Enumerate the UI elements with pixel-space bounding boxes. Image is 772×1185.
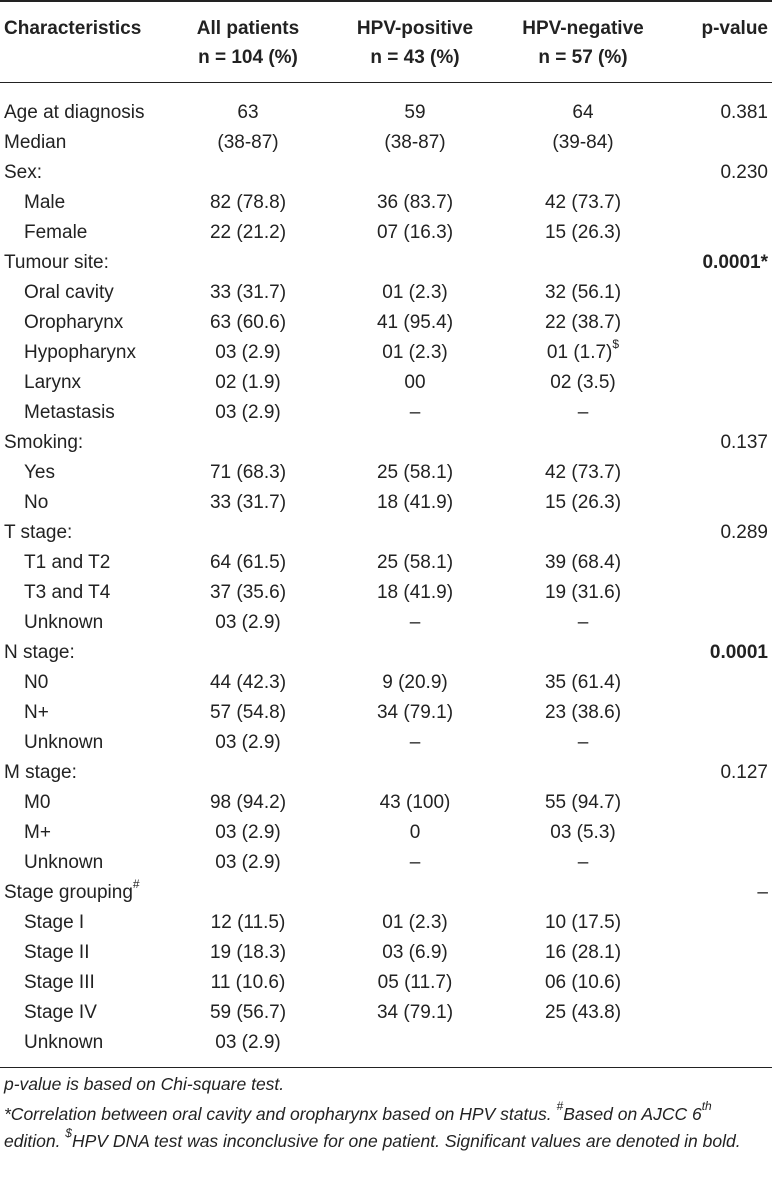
cell-all-patients: 33 (31.7) — [209, 282, 287, 303]
table-row — [0, 878, 772, 908]
row-label: T stage: — [4, 522, 73, 543]
cell-hpv-positive: – — [409, 402, 421, 423]
table-row — [0, 338, 772, 368]
table-row — [0, 758, 772, 788]
table-row — [0, 638, 772, 668]
table-row — [0, 1028, 772, 1058]
cell-hpv-positive: 34 (79.1) — [376, 1002, 454, 1023]
row-label: Oropharynx — [24, 312, 124, 333]
header-all-patients-n: n = 104 (%) — [198, 47, 298, 68]
cell-all-patients: 57 (54.8) — [209, 702, 287, 723]
cell-all-patients: (38-87) — [217, 132, 279, 153]
cell-hpv-negative: 39 (68.4) — [544, 552, 622, 573]
row-label: Unknown — [24, 612, 104, 633]
header-rule — [0, 82, 772, 83]
header-hpv-positive-label: HPV-positive — [356, 18, 474, 39]
cell-hpv-negative: 55 (94.7) — [544, 792, 622, 813]
cell-all-patients: 63 — [237, 102, 259, 123]
table-row — [0, 188, 772, 218]
cell-all-patients: 19 (18.3) — [209, 942, 287, 963]
cell-p-value: 0.289 — [720, 522, 768, 543]
header-all-patients — [178, 14, 318, 72]
cell-all-patients: 64 (61.5) — [209, 552, 287, 573]
row-label: Oral cavity — [24, 282, 114, 303]
cell-hpv-negative: – — [577, 852, 589, 873]
cell-hpv-negative: 02 (3.5) — [550, 372, 616, 393]
cell-p-value: – — [757, 882, 768, 903]
row-label: Stage III — [24, 972, 95, 993]
table-row — [0, 698, 772, 728]
cell-all-patients: 03 (2.9) — [215, 612, 281, 633]
cell-all-patients: 02 (1.9) — [215, 372, 281, 393]
cell-hpv-positive: 59 — [404, 102, 426, 123]
cell-all-patients: 59 (56.7) — [209, 1002, 287, 1023]
row-label: M stage: — [4, 762, 77, 783]
table-row — [0, 428, 772, 458]
table-row — [0, 128, 772, 158]
cell-hpv-negative: 42 (73.7) — [544, 462, 622, 483]
cell-hpv-positive: 25 (58.1) — [376, 552, 454, 573]
cell-all-patients: 82 (78.8) — [209, 192, 287, 213]
cell-all-patients: 37 (35.6) — [209, 582, 287, 603]
row-label: Stage grouping# — [4, 876, 140, 903]
cell-hpv-positive: (38-87) — [384, 132, 446, 153]
cell-hpv-negative: 32 (56.1) — [544, 282, 622, 303]
cell-all-patients: 98 (94.2) — [209, 792, 287, 813]
cell-hpv-negative: 15 (26.3) — [544, 492, 622, 513]
header-all-patients-label: All patients — [196, 18, 300, 39]
row-label: Unknown — [24, 732, 104, 753]
table-row — [0, 488, 772, 518]
table-row — [0, 818, 772, 848]
header-characteristics: Characteristics — [4, 18, 142, 39]
cell-all-patients: 03 (2.9) — [215, 1032, 281, 1053]
cell-hpv-positive: 34 (79.1) — [376, 702, 454, 723]
row-label: N+ — [24, 702, 49, 723]
cell-hpv-positive: 03 (6.9) — [382, 942, 448, 963]
table-row — [0, 788, 772, 818]
cell-p-value: 0.0001 — [709, 642, 768, 663]
cell-hpv-negative: 42 (73.7) — [544, 192, 622, 213]
cell-all-patients: 03 (2.9) — [215, 732, 281, 753]
cell-all-patients: 03 (2.9) — [215, 342, 281, 363]
table-top-rule — [0, 0, 772, 2]
table-row — [0, 938, 772, 968]
table-row — [0, 158, 772, 188]
table-row — [0, 608, 772, 638]
cell-all-patients: 11 (10.6) — [210, 972, 286, 993]
cell-hpv-negative: 35 (61.4) — [544, 672, 622, 693]
table-row — [0, 248, 772, 278]
row-label: Stage IV — [24, 1002, 97, 1023]
footnote-hash-mark: # — [556, 1099, 564, 1114]
row-label: Tumour site: — [4, 252, 109, 273]
row-label: M+ — [24, 822, 51, 843]
row-label: Metastasis — [24, 402, 115, 423]
cell-hpv-negative: 03 (5.3) — [550, 822, 616, 843]
table-row — [0, 98, 772, 128]
cell-hpv-negative: 10 (17.5) — [544, 912, 622, 933]
table-row — [0, 308, 772, 338]
cell-all-patients: 44 (42.3) — [209, 672, 287, 693]
row-label: Larynx — [24, 372, 82, 393]
row-label: M0 — [24, 792, 51, 813]
header-hpv-positive-n: n = 43 (%) — [370, 47, 460, 68]
row-label: T1 and T2 — [24, 552, 111, 573]
cell-hpv-positive: 07 (16.3) — [376, 222, 454, 243]
cell-hpv-positive: – — [409, 732, 421, 753]
cell-p-value: 0.127 — [720, 762, 768, 783]
cell-hpv-positive: 41 (95.4) — [376, 312, 454, 333]
row-label: Sex: — [4, 162, 43, 183]
row-label: Hypopharynx — [24, 342, 136, 363]
footnote-marker: $ — [612, 336, 620, 351]
row-label: Smoking: — [4, 432, 84, 453]
table-row — [0, 518, 772, 548]
cell-all-patients: 03 (2.9) — [215, 402, 281, 423]
table-row — [0, 848, 772, 878]
cell-hpv-negative: – — [577, 402, 589, 423]
cell-hpv-positive: 0 — [409, 822, 421, 843]
cell-hpv-positive: 01 (2.3) — [382, 342, 448, 363]
table-row — [0, 218, 772, 248]
row-label: N0 — [24, 672, 49, 693]
table-row — [0, 368, 772, 398]
row-label: No — [24, 492, 49, 513]
cell-hpv-negative: 16 (28.1) — [544, 942, 622, 963]
row-label: Stage II — [24, 942, 90, 963]
cell-hpv-negative: 01 (1.7)$ — [546, 336, 620, 363]
header-p-value: p-value — [701, 18, 768, 39]
header-hpv-positive — [345, 14, 485, 72]
cell-hpv-positive: 18 (41.9) — [376, 582, 454, 603]
cell-all-patients: 03 (2.9) — [215, 852, 281, 873]
cell-all-patients: 71 (68.3) — [209, 462, 287, 483]
cell-hpv-negative: 19 (31.6) — [544, 582, 622, 603]
cell-hpv-negative: – — [577, 732, 589, 753]
cell-all-patients: 12 (11.5) — [210, 912, 286, 933]
cell-hpv-negative: 15 (26.3) — [544, 222, 622, 243]
row-label: T3 and T4 — [24, 582, 111, 603]
row-label: Yes — [24, 462, 55, 483]
cell-p-value: 0.230 — [720, 162, 768, 183]
cell-hpv-negative: (39-84) — [552, 132, 614, 153]
footer-rule — [0, 1067, 772, 1068]
row-label: Unknown — [24, 1032, 104, 1053]
table-row — [0, 278, 772, 308]
table-row — [0, 398, 772, 428]
cell-hpv-positive: 18 (41.9) — [376, 492, 454, 513]
cell-hpv-positive: – — [409, 612, 421, 633]
cell-hpv-negative: – — [577, 612, 589, 633]
cell-p-value: 0.137 — [720, 432, 768, 453]
footnote-details: *Correlation between oral cavity and oropharynx based on HPV status. #Based on AJCC 6th edition. $HPV DNA test was inconclusive for one patient. Significant values are denoted in bold. — [4, 1099, 741, 1151]
cell-hpv-negative: 22 (38.7) — [544, 312, 622, 333]
cell-all-patients: 63 (60.6) — [209, 312, 287, 333]
table-row — [0, 968, 772, 998]
cell-hpv-positive: 01 (2.3) — [382, 912, 448, 933]
cell-hpv-positive: – — [409, 852, 421, 873]
cell-hpv-positive: 25 (58.1) — [376, 462, 454, 483]
footnote-th-mark: th — [701, 1099, 712, 1114]
cell-hpv-positive: 00 — [404, 372, 426, 393]
table-row — [0, 998, 772, 1028]
table-row — [0, 908, 772, 938]
table-row — [0, 728, 772, 758]
cell-hpv-positive: 01 (2.3) — [382, 282, 448, 303]
cell-hpv-positive: 05 (11.7) — [377, 972, 453, 993]
row-label: Unknown — [24, 852, 104, 873]
table-row — [0, 548, 772, 578]
cell-hpv-positive: 36 (83.7) — [376, 192, 454, 213]
cell-p-value: 0.381 — [720, 102, 768, 123]
cell-hpv-negative: 06 (10.6) — [544, 972, 622, 993]
cell-all-patients: 33 (31.7) — [209, 492, 287, 513]
row-label: Median — [4, 132, 67, 153]
cell-all-patients: 22 (21.2) — [209, 222, 287, 243]
cell-p-value: 0.0001* — [702, 252, 768, 273]
footnote-marker: # — [132, 876, 140, 891]
cell-hpv-negative: 23 (38.6) — [544, 702, 622, 723]
cell-hpv-positive: 9 (20.9) — [382, 672, 448, 693]
cell-hpv-negative: 25 (43.8) — [544, 1002, 622, 1023]
cell-all-patients: 03 (2.9) — [215, 822, 281, 843]
header-hpv-negative — [508, 14, 658, 72]
row-label: Stage I — [24, 912, 85, 933]
table-row — [0, 578, 772, 608]
cell-hpv-positive: 43 (100) — [379, 792, 451, 813]
row-label: Age at diagnosis — [4, 102, 145, 123]
header-hpv-negative-n: n = 57 (%) — [538, 47, 628, 68]
cell-hpv-negative: 64 — [572, 102, 594, 123]
footnote-pvalue: p-value is based on Chi-square test. — [4, 1074, 285, 1094]
table-row — [0, 458, 772, 488]
row-label: N stage: — [4, 642, 75, 663]
row-label: Female — [24, 222, 88, 243]
row-label: Male — [24, 192, 66, 213]
footnote-dollar-mark: $ — [65, 1126, 72, 1141]
header-hpv-negative-label: HPV-negative — [522, 18, 644, 39]
table-row — [0, 668, 772, 698]
